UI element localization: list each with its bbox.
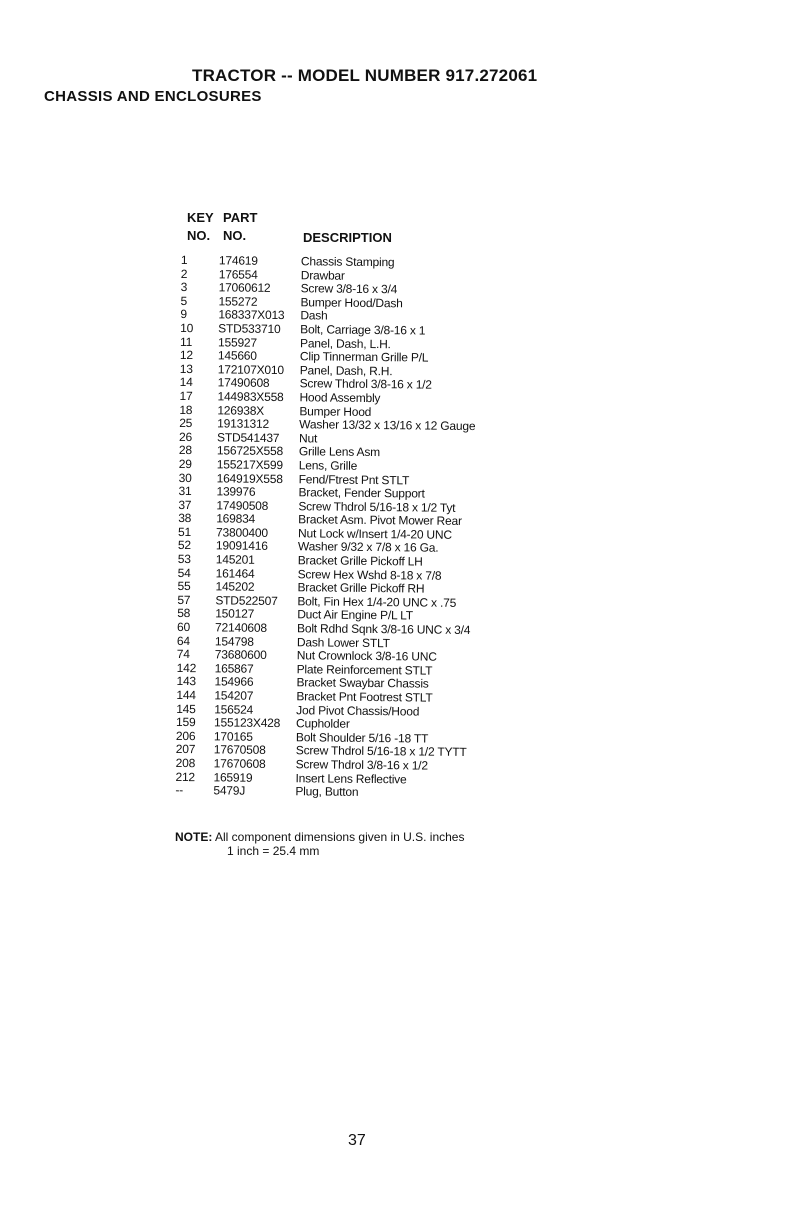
key-cell: 17 [179,388,193,404]
description-cell: Panel, Dash, L.H. [300,335,391,351]
description-cell: Fend/Ftrest Pnt STLT [298,471,410,487]
description-cell: Screw 3/8-16 x 3/4 [300,281,398,297]
description-cell: Washer 9/32 x 7/8 x 16 Ga. [297,539,439,556]
description-cell: Chassis Stamping [300,254,395,270]
key-cell: 30 [178,470,192,485]
part-number-cell: 139976 [216,484,256,499]
key-cell: 10 [180,320,194,336]
description-cell: Bolt Shoulder 5/16 -18 TT [295,730,429,746]
page-title: TRACTOR -- MODEL NUMBER 917.272061 [192,66,538,85]
part-number-cell: 19131312 [217,416,270,432]
part-number-cell: 155123X428 [214,715,281,731]
key-cell: 51 [178,524,192,539]
description-cell: Screw Thdrol 5/16-18 x 1/2 TYTT [295,743,467,760]
part-number-cell: 17670608 [213,756,266,771]
part-number-cell: 168337X013 [218,307,285,323]
description-cell: Bracket Asm. Pivot Mower Rear [298,512,462,529]
key-cell: 206 [175,728,196,743]
key-cell: 31 [178,484,192,499]
part-number-cell: 19091416 [215,538,268,554]
part-number-cell: STD533710 [218,321,281,337]
part-number-cell: 164919X558 [216,470,283,486]
part-number-cell: STD541437 [217,430,280,445]
note-label: NOTE: [175,830,213,844]
part-number-cell: 169834 [216,511,256,527]
part-number-cell: 72140608 [215,620,267,635]
key-cell: 55 [177,579,191,594]
key-cell: 13 [179,361,193,376]
description-cell: Screw Thdrol 3/8-16 x 1/2 [299,376,432,392]
key-cell: 159 [176,715,196,730]
description-cell: Grille Lens Asm [298,444,381,460]
description-cell: Bolt Rdhd Sqnk 3/8-16 UNC x 3/4 [297,621,471,638]
part-header-line1: PART [223,210,258,225]
part-number-cell: STD522507 [215,593,278,608]
key-cell: 145 [176,701,196,716]
part-number-cell: 145201 [215,552,255,567]
section-subtitle: CHASSIS AND ENCLOSURES [44,88,262,105]
part-number-cell: 144983X558 [217,389,284,405]
part-number-cell: 155927 [218,334,257,350]
table-row [175,784,535,801]
part-header-line2: NO. [223,228,247,243]
key-cell: 142 [176,660,197,675]
parts-table-header [181,210,541,246]
description-cell: Bracket Swaybar Chassis [296,675,429,692]
description-cell: Screw Thdrol 5/16-18 x 1/2 Tyt [298,498,456,515]
note [175,830,464,858]
key-cell: 1 [180,253,188,268]
key-cell: 58 [177,606,191,621]
description-cell: Drawbar [300,267,345,283]
key-header-line2: NO. [187,228,211,243]
key-cell: 37 [178,497,192,512]
part-number-cell: 154966 [214,674,254,690]
description-cell: Bracket Grille Pickoff RH [297,580,425,596]
description-cell: Bumper Hood/Dash [300,295,403,311]
description-cell: Panel, Dash, R.H. [299,363,393,378]
key-cell: 26 [179,429,193,444]
note-line1: All component dimensions given in U.S. inches [215,830,465,844]
part-number-cell: 170165 [213,729,253,744]
key-cell: 11 [180,334,193,349]
part-number-cell: 5479J [213,783,246,798]
key-cell: 38 [178,511,192,526]
key-cell: 3 [180,280,188,295]
key-cell: 212 [175,769,196,784]
description-cell: Plate Reinforcement STLT [296,662,433,678]
key-cell: 52 [177,538,191,553]
description-cell: Bolt, Carriage 3/8-16 x 1 [300,322,426,338]
key-header-line1: KEY [187,210,214,225]
page-number: 37 [348,1132,366,1149]
part-number-cell: 73800400 [216,525,268,540]
part-number-cell: 165867 [214,661,254,676]
description-cell: Bumper Hood [299,403,372,419]
key-cell: 143 [176,674,197,689]
part-number-cell: 176554 [218,266,258,282]
description-cell: Lens, Grille [298,458,358,473]
part-number-cell: 145202 [215,579,255,595]
key-cell: 12 [179,348,193,363]
description-cell: Insert Lens Reflective [295,770,407,786]
key-cell: 54 [177,565,191,580]
description-cell: Bracket, Fender Support [298,485,425,501]
part-number-cell: 145660 [217,348,257,363]
note-line2: 1 inch = 25.4 mm [227,844,320,858]
description-cell: Duct Air Engine P/L LT [297,607,413,623]
description-cell: Plug, Button [295,784,359,800]
key-cell: 207 [175,742,196,757]
key-cell: 53 [177,552,191,567]
key-cell: 57 [177,592,191,607]
key-cell: 18 [179,402,193,417]
parts-table-body [175,254,541,801]
part-number-cell: 17490608 [217,375,270,391]
key-cell: -- [175,783,184,798]
part-number-cell: 156725X558 [216,443,284,459]
description-cell: Nut [299,430,318,446]
key-cell: 60 [177,620,191,635]
description-cell: Jod Pivot Chassis/Hood [296,702,420,719]
key-cell: 9 [180,307,187,322]
part-number-cell: 172107X010 [217,362,284,377]
key-cell: 28 [178,443,192,458]
part-number-cell: 174619 [218,253,258,268]
part-number-cell: 126938X [217,402,265,418]
description-cell: Bracket Pnt Footrest STLT [296,689,433,705]
part-number-cell: 154207 [214,688,254,703]
key-cell: 5 [180,293,188,308]
part-number-cell: 73680600 [214,647,267,663]
part-number-cell: 17060612 [218,280,271,296]
description-cell: Clip Tinnerman Grille P/L [299,349,429,365]
description-cell: Bracket Grille Pickoff LH [297,553,423,569]
description-cell: Dash Lower STLT [296,634,390,650]
description-cell: Screw Hex Wshd 8-18 x 7/8 [297,566,442,583]
part-number-cell: 155272 [218,294,258,309]
parts-table [175,210,541,800]
description-cell: Dash [300,308,328,323]
description-cell: Cupholder [296,716,350,731]
part-number-cell: 17670508 [213,742,266,758]
description-cell: Bolt, Fin Hex 1/4-20 UNC x .75 [297,594,457,610]
key-cell: 74 [176,647,190,662]
description-cell: Hood Assembly [299,390,381,406]
description-cell: Washer 13/32 x 13/16 x 12 Gauge [299,417,476,434]
key-cell: 25 [179,416,193,431]
key-cell: 2 [180,266,188,281]
part-number-cell: 161464 [215,566,255,581]
part-number-cell: 17490508 [216,498,269,513]
key-cell: 64 [176,633,190,648]
description-cell: Nut Crownlock 3/8-16 UNC [296,648,437,664]
part-number-cell: 165919 [213,769,253,785]
key-cell: 144 [176,687,196,703]
part-number-cell: 156524 [214,701,254,717]
part-number-cell: 154798 [214,634,254,649]
key-cell: 14 [179,375,193,390]
key-cell: 29 [178,456,192,472]
description-cell: Screw Thdrol 3/8-16 x 1/2 [295,757,428,773]
part-number-cell: 150127 [215,606,255,622]
part-number-cell: 155217X599 [216,457,283,472]
key-cell: 208 [175,755,196,771]
description-cell: Nut Lock w/Insert 1/4-20 UNC [298,526,452,542]
description-header: DESCRIPTION [303,230,392,245]
